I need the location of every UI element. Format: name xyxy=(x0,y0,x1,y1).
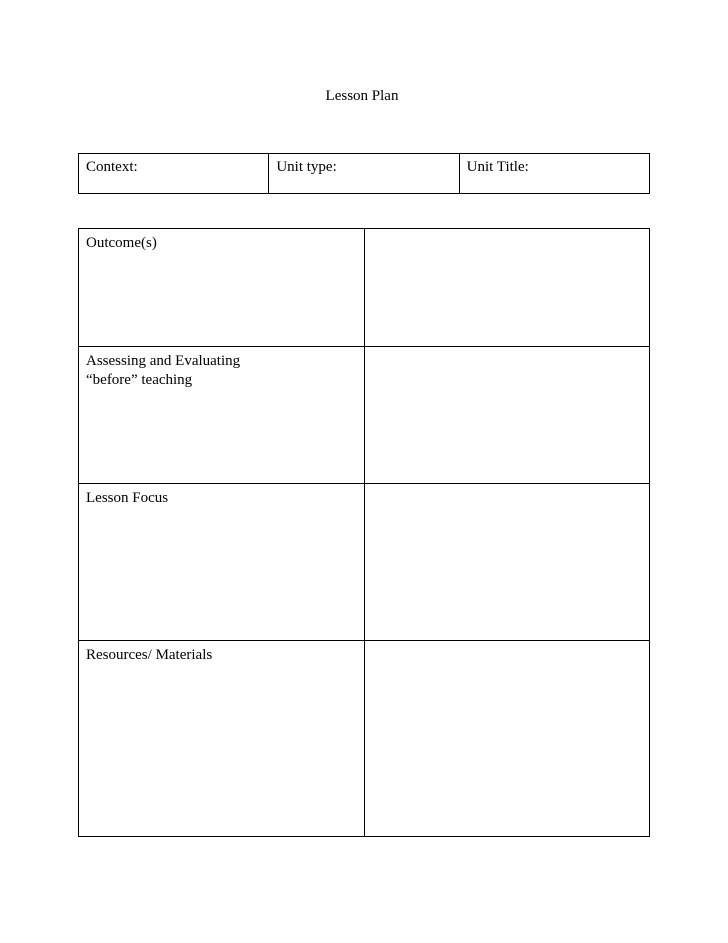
lesson-plan-table xyxy=(78,228,650,837)
lesson-focus-label: Lesson Focus xyxy=(86,490,169,507)
unit-type-label: Unit type: xyxy=(276,159,337,175)
resources-content-cell[interactable] xyxy=(364,640,650,836)
context-label: Context: xyxy=(86,159,138,175)
context-cell[interactable] xyxy=(79,154,269,194)
lesson-focus-row xyxy=(79,484,650,640)
assessing-content-cell[interactable] xyxy=(364,347,650,484)
lesson-focus-label-cell xyxy=(79,484,365,640)
header-info-table xyxy=(78,153,650,194)
unit-title-cell[interactable] xyxy=(459,154,649,194)
outcomes-content-cell[interactable] xyxy=(364,229,650,347)
assessing-label-cell xyxy=(79,347,365,484)
lesson-focus-content-cell[interactable] xyxy=(364,484,650,640)
unit-type-cell[interactable] xyxy=(269,154,459,194)
outcomes-label: Outcome(s) xyxy=(86,235,157,251)
page-title: Lesson Plan xyxy=(325,88,399,104)
outcomes-row xyxy=(79,229,650,347)
assessing-label: Assessing and Evaluating “before” teaching xyxy=(86,353,241,389)
resources-row xyxy=(79,640,650,836)
resources-label-cell xyxy=(79,640,365,836)
outcomes-label-cell xyxy=(79,229,365,347)
assessing-row xyxy=(79,347,650,484)
unit-title-label: Unit Title: xyxy=(466,159,529,175)
header-row xyxy=(79,154,650,194)
resources-label: Resources/ Materials xyxy=(86,646,213,663)
